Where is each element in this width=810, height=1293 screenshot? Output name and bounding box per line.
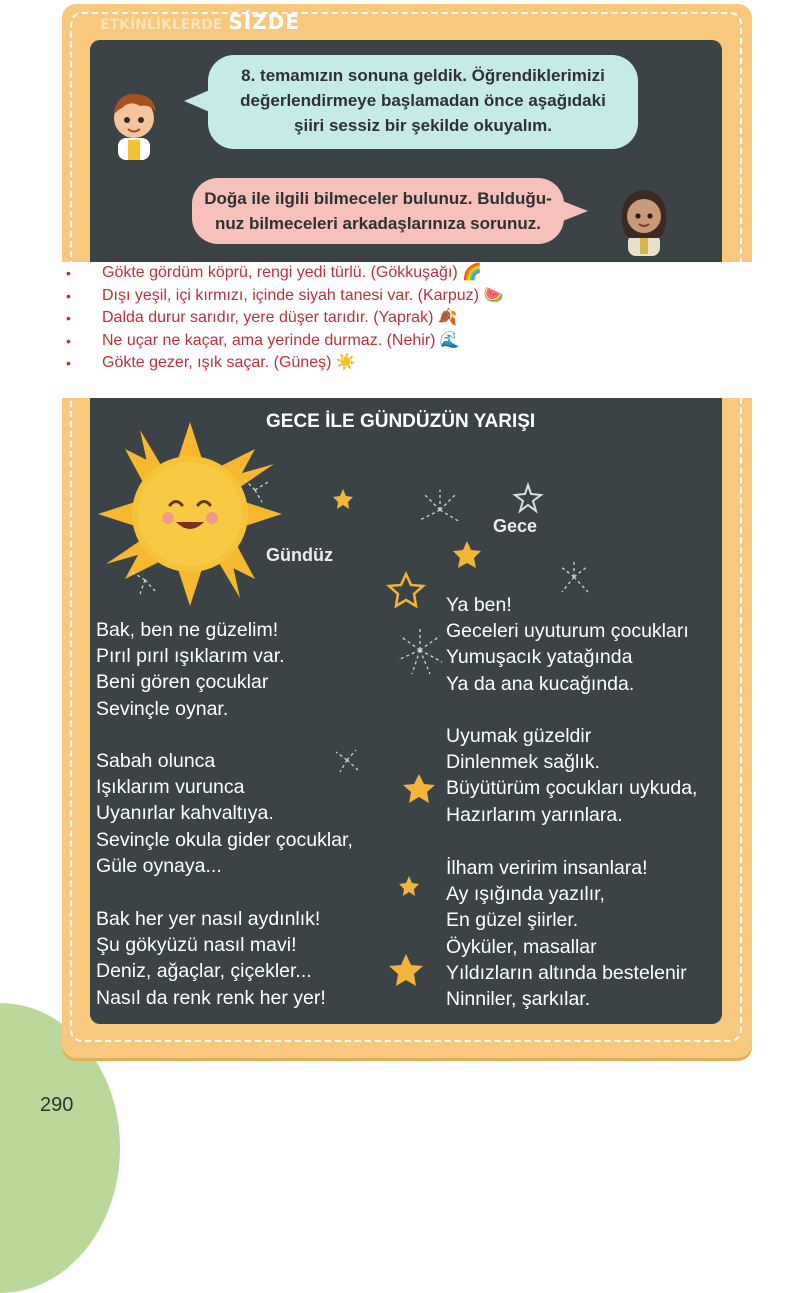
riddle-list-panel [0, 262, 810, 398]
poem-line: Ay ışığında yazılır, [446, 883, 605, 906]
poem-line: Hazırlarım yarınlara. [446, 803, 623, 826]
section-title-text: SİZDE [228, 10, 300, 34]
faded-title: ETKİNLİKLERDE [100, 17, 223, 33]
riddle-text: Gökte gördüm köprü, rengi yedi türlü. (Gökkuşağı) 🌈 [102, 264, 483, 281]
poem-line: Işıklarım vurunca [96, 776, 245, 799]
poem-line: Beni gören çocuklar [96, 671, 269, 694]
night-stanza [446, 855, 687, 1012]
night-stanza [446, 592, 689, 697]
boy-speech-line: 8. temamızın sonuna geldik. Öğrendiklerimizi [241, 66, 605, 85]
bullet-icon: • [66, 332, 71, 349]
bullet-icon: • [66, 355, 71, 371]
night-label: Gece [493, 516, 538, 536]
riddle-text: Dalda durur sarıdır, yere düşer tarıdır. (Yaprak) 🍂 [102, 309, 458, 326]
poem-line: Uyumak güzeldir [446, 725, 592, 747]
bullet-icon: • [66, 265, 71, 281]
page-number: 290 [40, 1094, 74, 1116]
riddle-item [0, 262, 810, 285]
section-title [100, 8, 300, 36]
poem-line: Nasıl da renk renk her yer! [96, 986, 326, 1009]
boy-character-icon [104, 86, 164, 160]
poem-line: Öyküler, masallar [446, 935, 597, 958]
poem-line: Sabah olunca [96, 750, 216, 772]
poem-line: Ya ben! [446, 594, 512, 616]
poem-line: Uyanırlar kahvaltıya. [96, 802, 274, 825]
poem-line: Dinlenmek sağlık. [446, 751, 600, 774]
riddle-text: Gökte gezer, ışık saçar. (Güneş) ☀️ [102, 354, 356, 371]
poem-line: Bak, ben ne güzelim! [96, 619, 279, 641]
girl-speech-bubble [192, 178, 564, 244]
boy-speech-line: değerlendirmeye başlamadan önce aşağıdaki [240, 91, 606, 110]
day-stanza [96, 617, 285, 722]
poem-line: Şu gökyüzü nasıl mavi! [96, 934, 297, 957]
poem-title: GECE İLE GÜNDÜZÜN YARIŞI [266, 411, 536, 432]
riddle-item [0, 307, 810, 330]
boy-speech-line: şiiri sessiz bir şekilde okuyalım. [294, 116, 552, 135]
riddle-item [0, 285, 810, 308]
night-stanza [446, 723, 697, 828]
poem-line: Sevinçle oynar. [96, 697, 229, 720]
day-stanza [96, 906, 326, 1011]
poem-line: Pırıl pırıl ışıklarım var. [96, 645, 285, 668]
poem-line: Ninniler, şarkılar. [446, 987, 591, 1010]
poem-line: Bak her yer nasıl aydınlık! [96, 908, 321, 930]
poem-line: Yumuşacık yatağında [446, 646, 633, 669]
poem-line: Sevinçle okula gider çocuklar, [96, 828, 353, 851]
girl-speech-line: nuz bilmeceleri arkadaşlarınıza sorunuz. [215, 214, 541, 233]
riddle-item [0, 330, 810, 353]
bullet-icon: • [66, 310, 71, 326]
poem-line: Yıldızların altında bestelenir [446, 961, 687, 984]
poem-line: En güzel şiirler. [446, 909, 579, 932]
poem-line: Büyütürüm çocukları uykuda, [446, 777, 698, 800]
poem-line: Güle oynaya... [96, 854, 222, 877]
riddle-item [0, 352, 810, 375]
riddle-text: Ne uçar ne kaçar, ama yerinde durmaz. (Nehir) 🌊 [102, 331, 460, 349]
riddle-text: Dışı yeşil, içi kırmızı, içinde siyah tanesi var. (Karpuz) 🍉 [102, 286, 504, 304]
girl-speech-line: Doğa ile ilgili bilmeceler bulunuz. Bulduğu- [204, 189, 552, 208]
poem-line: Ya da ana kucağında. [446, 672, 635, 695]
boy-speech-bubble [208, 55, 638, 149]
poem-line: Geceleri uyuturum çocukları [446, 620, 689, 643]
poem-line: Deniz, ağaçlar, çiçekler... [96, 960, 312, 983]
riddle-list [0, 262, 810, 375]
day-label: Gündüz [266, 545, 333, 565]
girl-character-icon [614, 182, 674, 256]
poem-line: İlham veririm insanlara! [446, 857, 648, 879]
bullet-icon: • [66, 287, 71, 304]
day-stanza [96, 748, 353, 879]
